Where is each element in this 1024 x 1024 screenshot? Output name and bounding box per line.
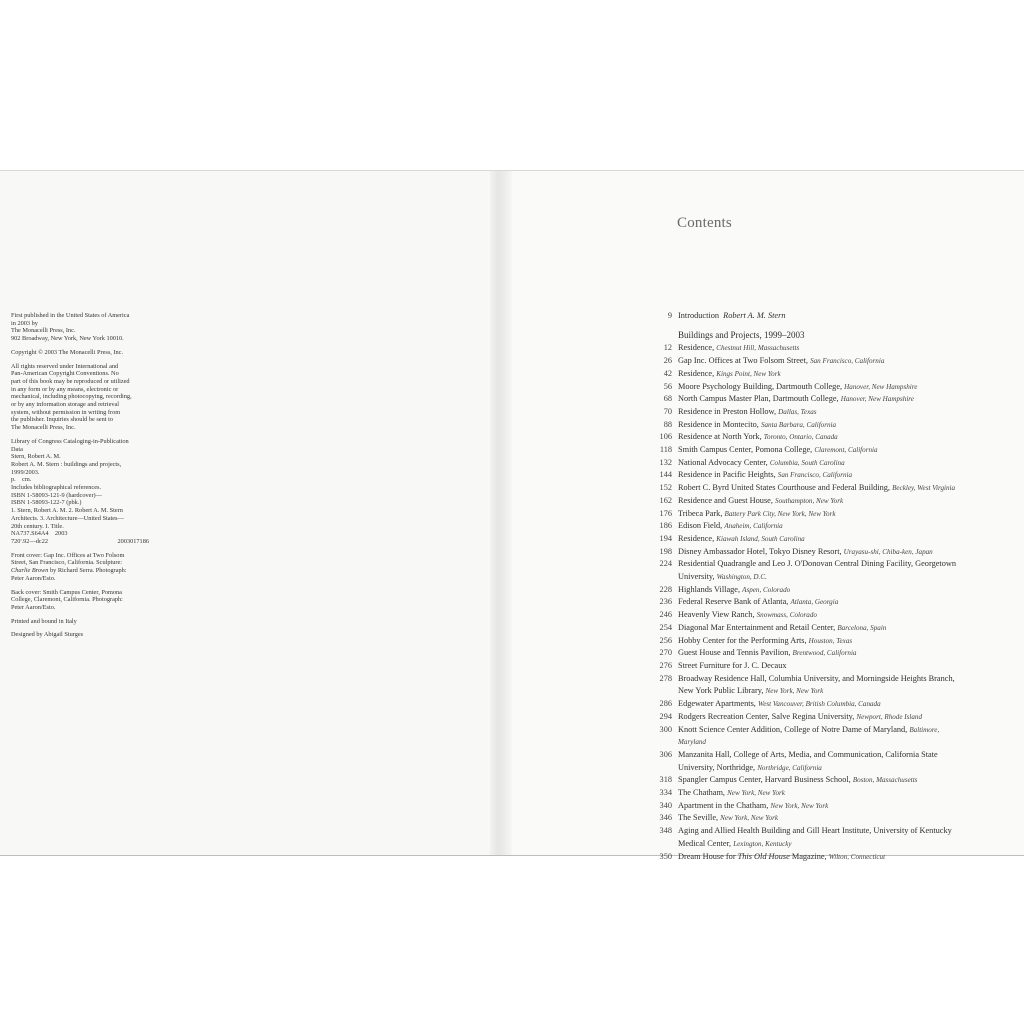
front-cover-line <box>11 567 161 575</box>
toc-entry-title <box>678 342 998 355</box>
toc-page-number: 194 <box>659 533 672 543</box>
toc-entry <box>640 558 1010 583</box>
toc-entry <box>640 673 1010 698</box>
toc-entry-title <box>678 800 998 813</box>
toc-page-number: 162 <box>659 495 672 505</box>
entry-text: Federal Reserve Bank of Atlanta, <box>678 597 791 607</box>
entry-text: Residence, <box>678 533 717 543</box>
left-page <box>0 171 496 855</box>
entry-text: Residence, <box>678 343 717 353</box>
toc-entry <box>640 381 1010 394</box>
toc-page-number: 348 <box>659 826 672 836</box>
designed-line: Designed by Abigail Sturges <box>11 631 84 639</box>
entry-location: New York, New York <box>720 814 778 823</box>
publication-line: 902 Broadway, New York, New York 10010. <box>11 335 124 343</box>
entry-location: New York, New York <box>727 789 785 798</box>
entry-location: Hanover, New Hampshire <box>844 382 918 391</box>
entry-text: Hobby Center for the Performing Arts, <box>678 635 809 645</box>
toc-entry-title <box>678 647 998 660</box>
toc-entry <box>640 533 1010 546</box>
toc-entry <box>640 584 1010 597</box>
toc-page-number: 88 <box>663 419 672 429</box>
toc-entry-title <box>678 310 998 322</box>
magazine-title: This Old House <box>737 851 790 861</box>
front-cover-line: Street, San Francisco, California. Sculpture: <box>11 559 123 567</box>
entry-location: Aspen, Colorado <box>742 585 791 594</box>
toc-entry <box>640 482 1010 495</box>
toc-entry <box>640 342 1010 355</box>
entry-text: Tribeca Park, <box>678 508 725 518</box>
entry-text: Highlands Village, <box>678 584 743 594</box>
toc-entry-title <box>678 431 998 444</box>
toc-entry <box>640 393 1010 406</box>
toc-entry-title <box>678 381 998 394</box>
toc-page-number: 68 <box>663 394 672 404</box>
rights-line: the publisher. Inquiries should be sent to <box>11 416 113 424</box>
entry-text: Heavenly View Ranch, <box>678 610 757 620</box>
entry-location: Wilton, Connecticut <box>828 852 886 861</box>
entry-location: Newport, Rhode Island <box>856 712 923 721</box>
toc-entry-title <box>678 609 998 622</box>
publication-info <box>11 312 161 343</box>
toc-entry-title <box>678 419 998 432</box>
toc-entry-title <box>678 812 998 825</box>
toc-entry-title <box>678 457 998 470</box>
printing-info <box>11 618 161 626</box>
publication-line: The Monacelli Press, Inc. <box>11 327 76 335</box>
entry-text: Smith Campus Center, Pomona College, <box>678 445 815 455</box>
entry-location: Chestnut Hill, Massachusetts <box>716 344 800 353</box>
toc-page-number: 144 <box>659 470 672 480</box>
toc-entry-title <box>678 698 998 711</box>
entry-location: New York, New York <box>765 687 824 696</box>
toc-entry <box>640 711 1010 724</box>
entry-text: Residential Quadrangle and Leo J. O'Donovan Central Dining Facility, Georgetown <box>678 559 956 569</box>
entry-text: Residence in Pacific Heights, <box>678 470 778 480</box>
contents-title: Contents <box>677 215 732 231</box>
entry-location: Anaheim, California <box>724 522 783 531</box>
toc-entry <box>640 457 1010 470</box>
entry-text: Residence at North York, <box>678 432 764 442</box>
rights-line: The Monacelli Press, Inc. <box>11 424 76 432</box>
toc-page-number: 334 <box>659 788 672 798</box>
toc-page-number: 228 <box>659 584 672 594</box>
toc-entry <box>640 419 1010 432</box>
entry-text: University, Northridge, <box>678 762 758 772</box>
cip-line: 1. Stern, Robert A. M. 2. Robert A. M. Stern <box>11 507 123 515</box>
rights-line: All rights reserved under International and <box>11 362 119 370</box>
toc-entry-title <box>678 622 998 635</box>
toc-entry-title <box>678 711 998 724</box>
cip-line: Robert A. M. Stern : buildings and projects, <box>11 460 122 468</box>
toc-entry-title <box>678 469 998 482</box>
printed-line: Printed and bound in Italy <box>11 617 77 625</box>
entry-text: Dream House for <box>678 851 738 861</box>
toc-page-number: 346 <box>659 813 672 823</box>
entry-location: Brentwood, California <box>792 649 857 658</box>
back-cover-line: Back cover: Smith Campus Center, Pomona <box>11 588 122 596</box>
toc-page-number: 256 <box>659 635 672 645</box>
sculpture-title: Charlie Brown <box>11 567 49 575</box>
copyright-line: Copyright © 2003 The Monacelli Press, Inc. <box>11 348 124 356</box>
intro-author: Robert A. M. Stern <box>723 311 786 320</box>
entry-text: Magazine, <box>789 851 829 861</box>
table-of-contents <box>640 310 1010 863</box>
toc-entry <box>640 812 1010 825</box>
entry-location: Urayasu-shi, Chiba-ken, Japan <box>843 547 933 556</box>
entry-text: Guest House and Tennis Pavilion, <box>678 648 793 658</box>
toc-entry-title <box>678 596 998 609</box>
entry-text: Residence and Guest House, <box>678 495 776 505</box>
toc-entry <box>640 368 1010 381</box>
entry-location: Battery Park City, New York, New York <box>724 509 836 518</box>
entry-location: Barcelona, Spain <box>837 623 887 632</box>
toc-entry <box>640 622 1010 635</box>
cip-lccn: 2003017186 <box>117 537 149 545</box>
entry-location: Kiawah Island, South Carolina <box>716 534 805 543</box>
rights-line: part of this book may be reproduced or utilized <box>11 377 130 385</box>
toc-entries <box>640 342 1010 850</box>
entry-text: Apartment in the Chatham, <box>678 800 771 810</box>
entry-text: North Campus Master Plan, Dartmouth College, <box>678 394 841 404</box>
toc-entry-title <box>678 787 998 800</box>
toc-page-number: 278 <box>659 673 672 683</box>
cip-line: p. cm. <box>11 476 32 484</box>
toc-entry-title <box>678 673 998 698</box>
cip-line: Library of Congress Cataloging-in-Publication <box>11 437 129 445</box>
toc-entry <box>640 406 1010 419</box>
toc-entry <box>640 520 1010 533</box>
toc-section-heading: Buildings and Projects, 1999–2003 <box>678 329 805 340</box>
toc-entry <box>640 851 1010 864</box>
toc-page-number: 300 <box>659 724 672 734</box>
rights-line: mechanical, including photocopying, recording, <box>11 393 132 401</box>
toc-page-number: 350 <box>659 851 672 861</box>
entry-location: Snowmass, Colorado <box>756 611 817 620</box>
toc-page-number: 106 <box>659 432 672 442</box>
toc-entry-title <box>678 749 998 774</box>
entry-text: Disney Ambassador Hotel, Tokyo Disney Resort, <box>678 546 844 556</box>
entry-location: Boston, Massachusetts <box>852 776 918 785</box>
toc-entry <box>640 774 1010 787</box>
toc-entry <box>640 647 1010 660</box>
entry-location: Columbia, South Carolina <box>769 458 845 467</box>
toc-page-number: 318 <box>659 775 672 785</box>
cip-line: ISBN 1-58093-121-9 (hardcover)— <box>11 491 102 499</box>
toc-entry <box>640 495 1010 508</box>
entry-text: Spangler Campus Center, Harvard Business School, <box>678 775 853 785</box>
entry-location: West Vancouver, British Columbia, Canada <box>757 700 881 709</box>
rights-line: in any form or by any means, electronic or <box>11 385 119 393</box>
toc-page-number: 224 <box>659 559 672 569</box>
toc-page-number: 118 <box>659 445 672 455</box>
toc-entry-title <box>678 495 998 508</box>
toc-entry-title <box>678 851 998 864</box>
cip-line: Includes bibliographical references. <box>11 484 102 492</box>
toc-entry <box>640 698 1010 711</box>
entry-text: New York Public Library, <box>678 686 766 696</box>
cip-class-number: 720'.92—dc22 <box>11 537 48 545</box>
toc-page-number: 340 <box>659 800 672 810</box>
toc-entry <box>640 355 1010 368</box>
copyright-notice <box>11 349 161 357</box>
entry-text: Manzanita Hall, College of Arts, Media, and Communication, California State <box>678 749 938 759</box>
design-credit <box>11 631 161 639</box>
toc-page-number: 70 <box>663 406 672 416</box>
cip-line: 1999/2003. <box>11 468 40 476</box>
toc-page-number: 176 <box>659 508 672 518</box>
entry-text: Robert C. Byrd United States Courthouse and Federal Building, <box>678 483 893 493</box>
toc-entry <box>640 609 1010 622</box>
toc-page-number: 236 <box>659 597 672 607</box>
toc-entry <box>640 596 1010 609</box>
entry-location: Southampton, New York <box>775 496 844 505</box>
toc-entry <box>640 546 1010 559</box>
front-cover-credit <box>11 552 161 583</box>
toc-entry-title <box>678 508 998 521</box>
cip-line: NA737.S64A4 2003 <box>11 530 68 538</box>
toc-page-number: 276 <box>659 660 672 670</box>
toc-entry-title <box>678 635 998 648</box>
toc-page-number: 12 <box>663 343 672 353</box>
entry-location: Washington, D.C. <box>716 573 767 582</box>
entry-location: Houston, Texas <box>808 636 853 645</box>
toc-entry <box>640 635 1010 648</box>
entry-text: Knott Science Center Addition, College of Notre Dame of Maryland, <box>678 724 910 734</box>
entry-text: Broadway Residence Hall, Columbia University, and Morningside Heights Branch, <box>678 673 955 683</box>
toc-entry-title <box>678 546 998 559</box>
toc-entry-title <box>678 355 998 368</box>
entry-text: Aging and Allied Health Building and Gill Heart Institute, University of Kentucky <box>678 826 952 836</box>
toc-page-number: 198 <box>659 546 672 556</box>
toc-entry-title <box>678 368 998 381</box>
entry-text: University, <box>678 572 717 582</box>
entry-text: Gap Inc. Offices at Two Folsom Street, <box>678 356 811 366</box>
entry-text: Moore Psychology Building, Dartmouth College, <box>678 381 845 391</box>
toc-entry-title <box>678 660 998 673</box>
toc-intro-entry <box>640 310 1010 322</box>
toc-entry-title <box>678 558 998 583</box>
entry-text: Street Furniture for J. C. Decaux <box>678 660 787 670</box>
entry-text: Diagonal Mar Entertainment and Retail Center, <box>678 622 838 632</box>
entry-location: Baltimore, <box>909 725 940 734</box>
cip-line: 20th century. I. Title. <box>11 522 64 530</box>
toc-page-number: 286 <box>659 699 672 709</box>
toc-page-number: 56 <box>663 381 672 391</box>
toc-page-number: 186 <box>659 521 672 531</box>
toc-entry-title <box>678 520 998 533</box>
entry-text: Edison Field, <box>678 521 725 531</box>
toc-page-number: 9 <box>667 311 672 320</box>
toc-entry-title <box>678 444 998 457</box>
entry-location: San Francisco, California <box>777 471 853 480</box>
toc-entry-title <box>678 584 998 597</box>
entry-location: Claremont, California <box>814 446 878 455</box>
entry-text: Edgewater Apartments, <box>678 699 758 709</box>
toc-entry <box>640 749 1010 774</box>
toc-entry <box>640 787 1010 800</box>
entry-location: New York, New York <box>770 801 829 810</box>
entry-location: Dallas, Texas <box>778 407 817 416</box>
entry-location: Kings Point, New York <box>716 369 781 378</box>
entry-location: Northridge, California <box>757 763 822 772</box>
toc-entry <box>640 469 1010 482</box>
toc-page-number: 132 <box>659 457 672 467</box>
rights-line: or by any information storage and retrieval <box>11 401 120 409</box>
toc-entry-title <box>678 724 998 749</box>
toc-entry <box>640 431 1010 444</box>
toc-entry-title <box>678 393 998 406</box>
toc-entry <box>640 508 1010 521</box>
toc-page-number: 294 <box>659 711 672 721</box>
front-cover-line: Peter Aaron/Esto. <box>11 574 56 582</box>
toc-entry-title <box>678 825 998 850</box>
entry-text: National Advocacy Center, <box>678 457 770 467</box>
toc-entry-title <box>678 482 998 495</box>
toc-entry-title <box>678 406 998 419</box>
toc-entry-title <box>678 533 998 546</box>
cip-line: ISBN 1-58093-122-7 (pbk.) <box>11 499 82 507</box>
toc-page-number: 254 <box>659 622 672 632</box>
entry-location: Toronto, Ontario, Canada <box>763 433 838 442</box>
front-cover-line: Front cover: Gap Inc. Offices at Two Folsom <box>11 551 125 559</box>
cip-line: Stern, Robert A. M. <box>11 453 61 461</box>
entry-text: The Seville, <box>678 813 721 823</box>
front-cover-artist: by Richard Serra. Photograph: <box>48 567 127 575</box>
entry-location: Beckley, West Virginia <box>892 484 956 493</box>
entry-location: San Francisco, California <box>810 357 885 366</box>
copyright-block <box>11 312 161 645</box>
toc-page-number: 270 <box>659 648 672 658</box>
back-cover-line: College, Claremont, California. Photograph: <box>11 596 123 604</box>
back-cover-credit <box>11 589 161 612</box>
entry-text: Medical Center, <box>678 838 734 848</box>
book-gutter <box>490 171 512 855</box>
toc-entry <box>640 660 1010 673</box>
entry-location: Lexington, Kentucky <box>733 839 792 848</box>
entry-text: Residence, <box>678 368 717 378</box>
cip-line: Architects. 3. Architecture—United States— <box>11 514 124 522</box>
rights-line: Pan-American Copyright Conventions. No <box>11 370 119 378</box>
entry-location: Atlanta, Georgia <box>790 598 839 607</box>
cip-line: Data <box>11 445 23 453</box>
publication-line: in 2003 by <box>11 319 38 327</box>
entry-location: Maryland <box>678 738 706 747</box>
toc-page-number: 152 <box>659 483 672 493</box>
toc-page-number: 26 <box>663 356 672 366</box>
toc-entry <box>640 800 1010 813</box>
entry-text: The Chatham, <box>678 788 728 798</box>
entry-text: Residence in Montecito, <box>678 419 761 429</box>
toc-entry-title <box>678 774 998 787</box>
toc-entry <box>640 724 1010 749</box>
entry-text: Rodgers Recreation Center, Salve Regina University, <box>678 711 857 721</box>
entry-text: Residence in Preston Hollow, <box>678 406 779 416</box>
rights-line: system, without permission in writing from <box>11 408 121 416</box>
toc-page-number: 306 <box>659 749 672 759</box>
intro-label: Introduction <box>678 311 720 320</box>
toc-page-number: 42 <box>663 368 672 378</box>
back-cover-line: Peter Aaron/Esto. <box>11 603 56 611</box>
rights-notice <box>11 363 161 432</box>
cip-data <box>11 438 161 546</box>
entry-location: Hanover, New Hampshire <box>840 395 914 404</box>
publication-line: First published in the United States of America <box>11 312 130 319</box>
toc-entry <box>640 825 1010 850</box>
toc-entry <box>640 444 1010 457</box>
entry-location: Santa Barbara, California <box>760 420 837 429</box>
toc-page-number: 246 <box>659 610 672 620</box>
cip-classification <box>11 538 149 546</box>
